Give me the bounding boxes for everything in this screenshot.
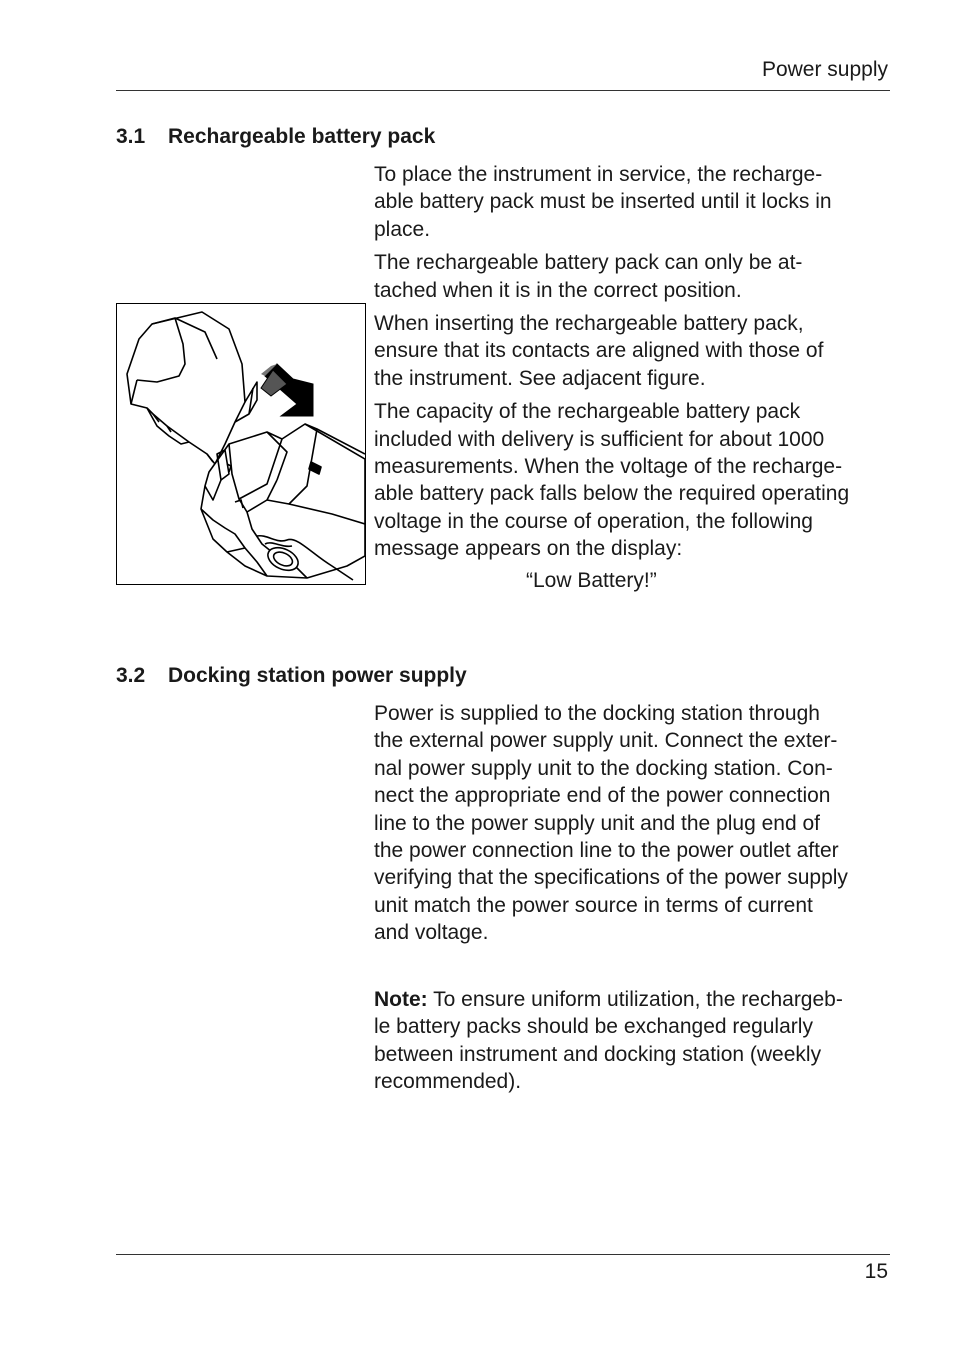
note-block	[374, 986, 894, 1096]
page-number: 15	[864, 1260, 888, 1283]
battery-insertion-illustration-icon	[117, 304, 365, 584]
section-number: 3.2	[116, 664, 146, 687]
note-text: To ensure uniform utilization, the rechargeb- le battery packs should be exchanged regularly between instrument and docking station (weekly recommended).	[374, 988, 843, 1094]
section-3-2-body	[374, 700, 894, 947]
low-battery-message: “Low Battery!”	[526, 569, 657, 592]
section-heading-3-2	[116, 664, 467, 688]
section-3-1-body	[374, 161, 894, 563]
header-rule	[116, 90, 890, 91]
paragraph: The capacity of the rechargeable battery pack included with delivery is sufficient for about 1000 measurements. When the voltage of the recharge- able battery pack falls below the required operating voltage in the course of operation, the following message appears on the display:	[374, 400, 850, 561]
section-number: 3.1	[116, 125, 146, 148]
note-paragraph	[374, 986, 894, 1096]
running-header: Power supply	[761, 58, 888, 81]
battery-insertion-figure	[116, 303, 366, 585]
paragraph: The rechargeable battery pack can only be at- tached when it is in the correct position.	[374, 251, 803, 302]
footer-rule	[116, 1254, 890, 1255]
insertion-arrow-icon	[261, 364, 313, 416]
section-title: Docking station power supply	[168, 664, 467, 687]
section-title: Rechargeable battery pack	[168, 125, 436, 148]
note-label: Note:	[374, 988, 428, 1011]
section-heading-3-1	[116, 125, 435, 149]
paragraph: Power is supplied to the docking station through the external power supply unit. Connect the exter- nal power supply unit to the docking station. Con- nect the appropriate end of the power connection line to the power supply unit and the plug end of the power connection line to the power outlet after verifying that the specifications of the power supply unit match the power source in terms of current and voltage.	[374, 702, 848, 945]
paragraph: When inserting the rechargeable battery pack, ensure that its contacts are aligned with those of the instrument. See adjacent figure.	[374, 312, 824, 390]
paragraph: To place the instrument in service, the recharge- able battery pack must be inserted until it locks in place.	[374, 163, 832, 241]
